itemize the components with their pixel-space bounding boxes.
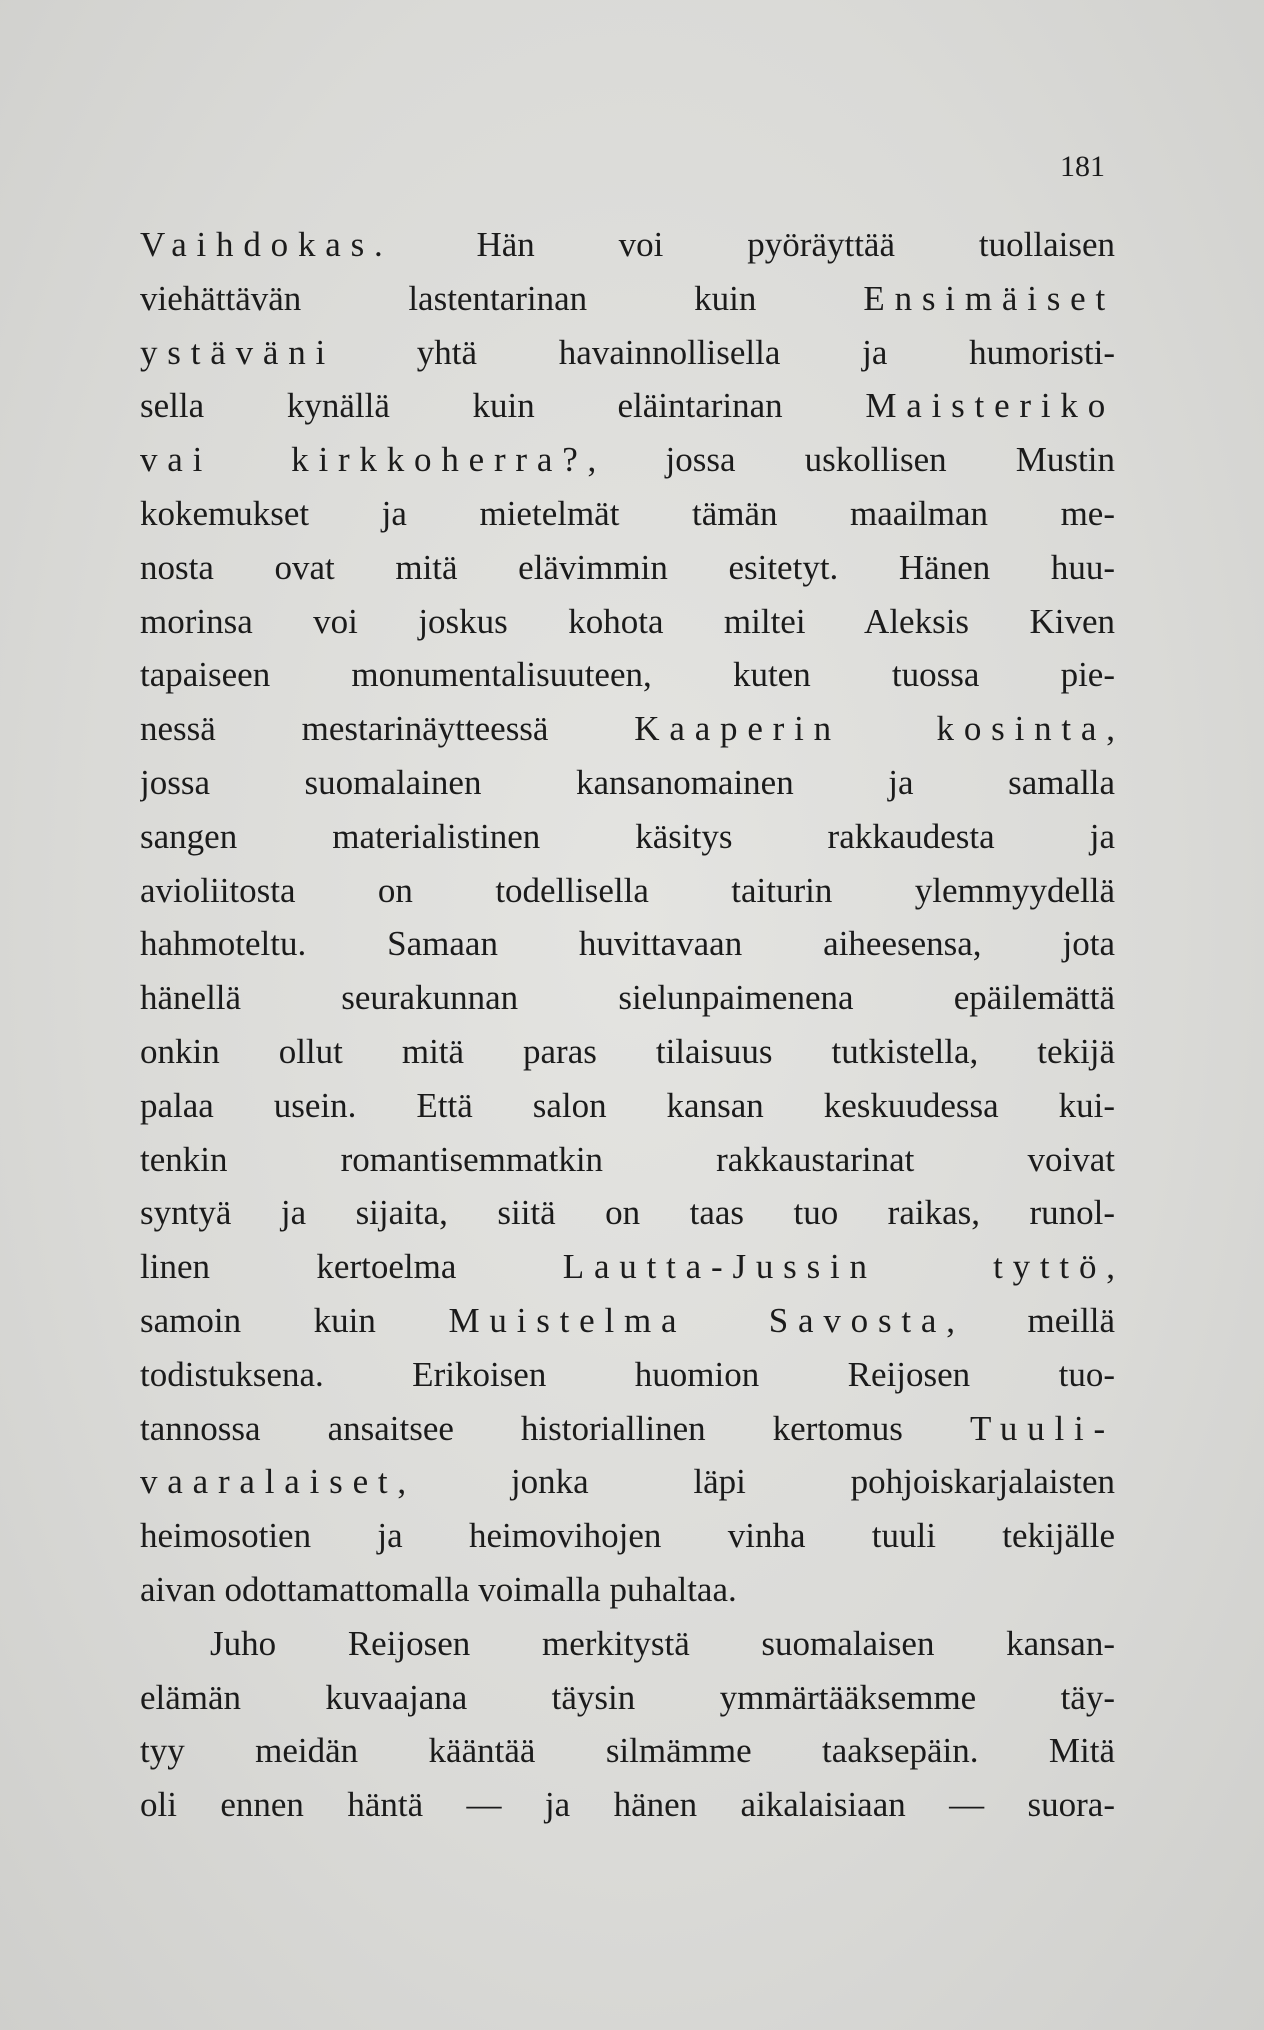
text-line: elämän kuvaajana täysin ymmärtääksemme täy- [140, 1677, 1115, 1717]
text-line: kokemukset ja mietelmät tämän maailman me- [140, 493, 1115, 533]
text-line: syntyä ja sijaita, siitä on taas tuo raikas, runol- [140, 1193, 1115, 1233]
text-line: ystäväni yhtä havainnollisella ja humoristi- [140, 332, 1115, 372]
page-number: 181 [1060, 150, 1105, 183]
body-text [140, 218, 1115, 1832]
spaced-title: Muistelma Savosta [448, 1300, 947, 1340]
text-line: tyy meidän kääntää silmämme taaksepäin. Mitä [140, 1731, 1115, 1771]
text-line: nosta ovat mitä elävimmin esitetyt. Hänen huu- [140, 547, 1115, 587]
spaced-title: Maisteriko [865, 386, 1115, 426]
text-line: Vaihdokas. Hän voi pyöräyttää tuollaisen [140, 225, 1115, 264]
text-line: tapaiseen monumentalisuuteen, kuten tuossa pie- [140, 655, 1115, 695]
spaced-title: Vaihdokas. [140, 225, 393, 264]
spaced-title: Ensimäiset [863, 278, 1115, 318]
text-line: todistuksena. Erikoisen huomion Reijosen tuo- [140, 1354, 1115, 1394]
text-line: samoin kuin Muistelma Savosta, meillä [140, 1300, 1115, 1340]
text-line: heimosotien ja heimovihojen vinha tuuli tekijälle [140, 1516, 1115, 1556]
text-line: hahmoteltu. Samaan huvittavaan aiheesensa, jota [140, 924, 1115, 964]
text-line: hänellä seurakunnan sielunpaimenena epäilemättä [140, 978, 1115, 1018]
spaced-title: vai kirkkoherra? [140, 440, 588, 480]
paragraph-start-line: Juho Reijosen merkitystä suomalaisen kansan- [210, 1623, 1115, 1663]
spaced-title: Kaaperin kosinta [634, 709, 1107, 749]
text-line: vaaralaiset, jonka läpi pohjoiskarjalaisten [140, 1462, 1115, 1502]
text-line: sangen materialistinen käsitys rakkaudesta ja [140, 816, 1115, 856]
text-line: onkin ollut mitä paras tilaisuus tutkistella, tekijä [140, 1031, 1115, 1071]
text-line: tannossa ansaitsee historiallinen kertomus Tuuli- [140, 1408, 1115, 1448]
text-line: avioliitosta on todellisella taiturin ylemmyydellä [140, 870, 1115, 910]
spaced-title: Tuuli- [969, 1408, 1115, 1448]
text-line: tenkin romantisemmatkin rakkaustarinat voivat [140, 1139, 1115, 1179]
spaced-title: Lautta-Jussin tyttö [562, 1247, 1107, 1287]
text-line: sella kynällä kuin eläintarinan Maisteriko [140, 386, 1115, 426]
text-line: palaa usein. Että salon kansan keskuudessa kui- [140, 1085, 1115, 1125]
text-line: jossa suomalainen kansanomainen ja samalla [140, 762, 1115, 802]
text-line: nessä mestarinäytteessä Kaaperin kosinta, [140, 709, 1115, 749]
spaced-title: vaaralaiset [140, 1462, 398, 1502]
text-line: viehättävän lastentarinan kuin Ensimäiset [140, 278, 1115, 318]
text-line: linen kertoelma Lautta-Jussin tyttö, [140, 1247, 1115, 1287]
text-line: oli ennen häntä — ja hänen aikalaisiaan — suora- [140, 1785, 1115, 1825]
text-line: morinsa voi joskus kohota miltei Aleksis Kiven [140, 601, 1115, 641]
text-line: vai kirkkoherra?, jossa uskollisen Mustin [140, 440, 1115, 480]
spaced-title: ystäväni [140, 332, 336, 372]
paragraph-end-line: aivan odottamattomalla voimalla puhaltaa. [140, 1569, 737, 1609]
